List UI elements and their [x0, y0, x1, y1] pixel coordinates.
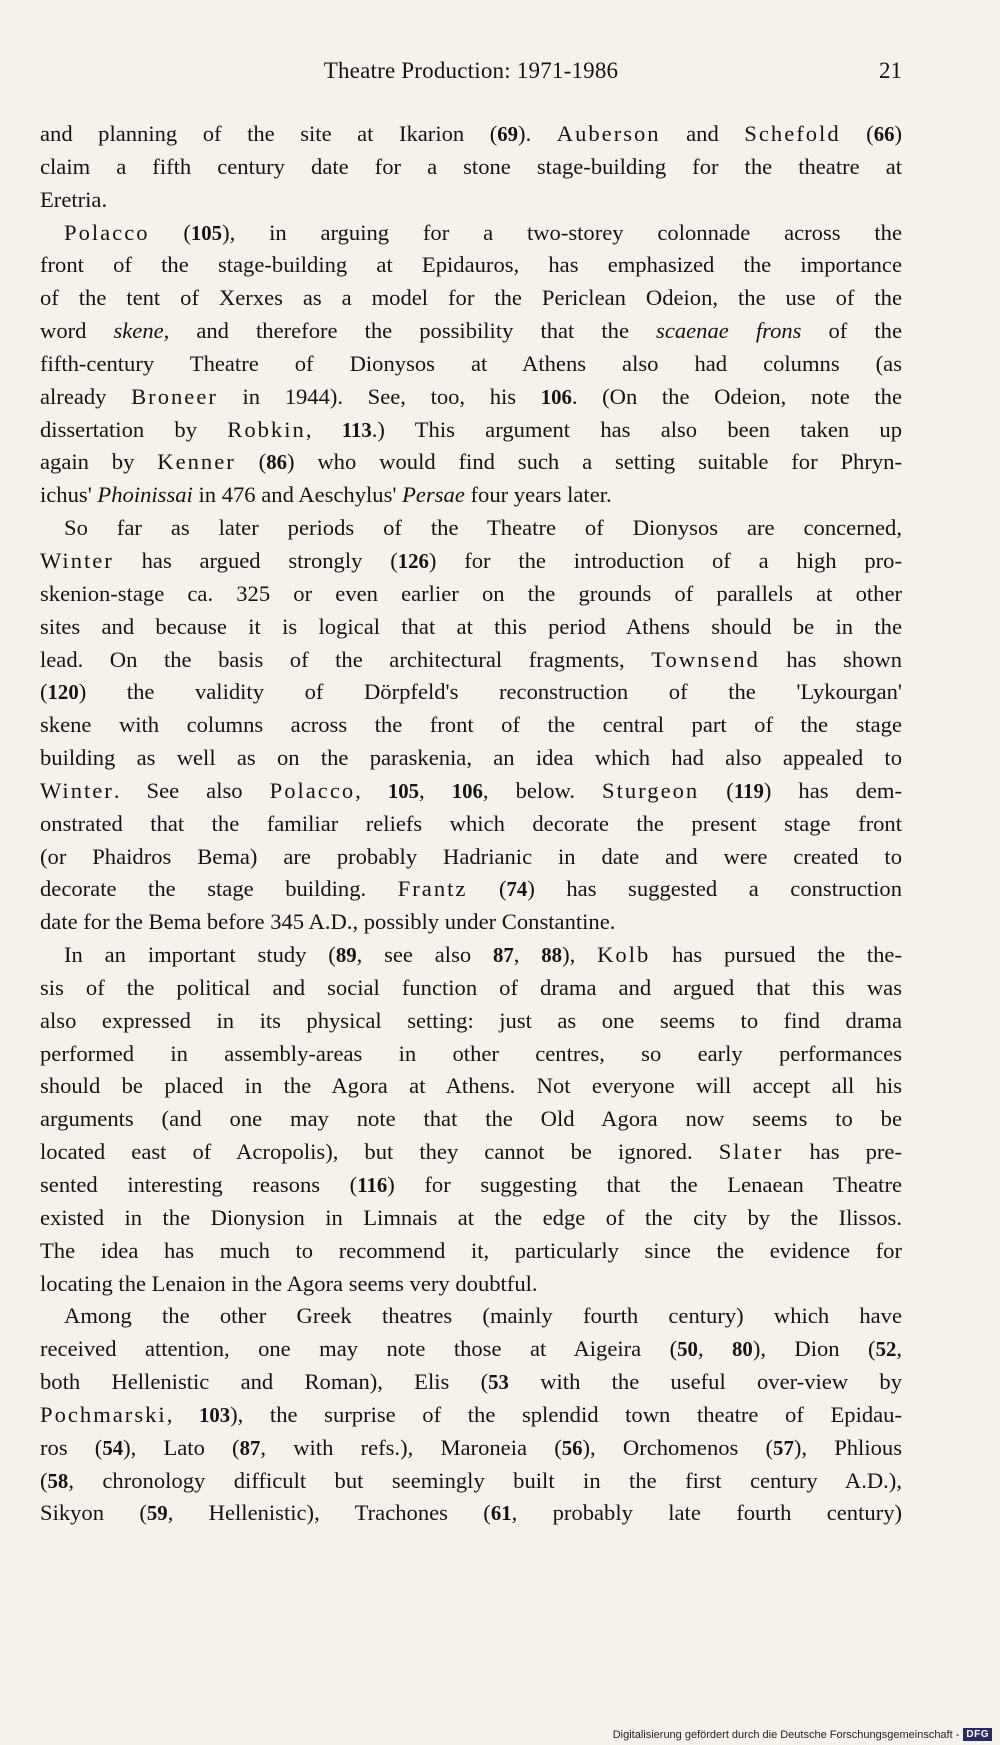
- text-run: ), Phlious: [793, 1434, 902, 1460]
- reference-number: 52: [875, 1338, 897, 1362]
- reference-number: 88: [541, 944, 563, 968]
- text-line: [40, 414, 902, 447]
- reference-number: 86: [266, 451, 287, 475]
- text-run: ), Lato (: [123, 1434, 240, 1460]
- text-run: Eretria.: [40, 186, 108, 212]
- text-run: word: [40, 318, 114, 344]
- reference-number: 116: [357, 1174, 388, 1197]
- text-run: In an important study (: [64, 942, 336, 968]
- text-run: ): [894, 121, 902, 146]
- text-run: . (On the Odeion, note the: [571, 383, 902, 409]
- text-run: sis of the political and social function of drama and argued that this was: [40, 974, 902, 1000]
- text-run: performed in assembly-areas in other centres, so early performances: [40, 1040, 902, 1066]
- text-run: .) This argument has also been taken up: [371, 416, 903, 442]
- text-run: sites and because it is logical that at this period Athens should be in the: [40, 613, 902, 639]
- text-run: (: [149, 219, 191, 245]
- author-name: Sturgeon: [602, 777, 700, 803]
- text-line: [40, 644, 902, 677]
- text-line: [40, 348, 902, 381]
- text-run: ichus': [40, 482, 98, 508]
- text-run: date for the Bema before 345 A.D., possibly under Constantine.: [40, 909, 616, 935]
- text-run: locating the Lenaion in the Agora seems very doubtful.: [40, 1270, 538, 1296]
- text-line: [40, 841, 902, 874]
- reference-number: 105: [387, 779, 420, 803]
- text-run: of the tent of Xerxes as a model for the Periclean Odeion, the use of the: [40, 285, 902, 311]
- text-run: Among the other Greek theatres (mainly fourth century) which have: [64, 1303, 902, 1329]
- text-line: [40, 808, 902, 841]
- text-line: [40, 1399, 902, 1432]
- author-name: Robkin: [227, 416, 306, 442]
- text-run: existed in the Dionysion in Limnais at the edge of the city by the Ilissos.: [40, 1204, 902, 1230]
- text-line: [40, 939, 902, 972]
- text-run: (: [235, 449, 267, 475]
- reference-number: 50: [677, 1338, 698, 1362]
- text-line: [40, 775, 902, 808]
- text-run: arguments (and one may note that the Old Agora now seems to be: [40, 1106, 902, 1132]
- author-name: Auberson: [556, 121, 661, 146]
- reference-number: 80: [732, 1338, 753, 1362]
- text-run: ,: [896, 1336, 903, 1362]
- text-run: front of the stage-building at Epidauros, has emphasized the importance: [40, 252, 902, 278]
- reference-number: 120: [47, 681, 79, 705]
- text-run: sented interesting reasons (: [40, 1172, 358, 1197]
- text-line: [40, 315, 902, 348]
- text-run: with the useful over-view by: [508, 1369, 902, 1395]
- text-run: ) for suggesting that the Lenaean Theatre: [387, 1172, 902, 1197]
- text-run: has shown: [759, 646, 902, 672]
- reference-number: 54: [102, 1436, 124, 1460]
- author-name: Slater: [718, 1139, 784, 1165]
- author-name: Schefold: [744, 121, 841, 146]
- text-run: (: [467, 876, 507, 902]
- text-run: ) for the introduction of a high pro-: [428, 547, 902, 573]
- text-run: The idea has much to recommend it, particularly since the evidence for: [40, 1237, 902, 1263]
- text-line: [40, 217, 902, 250]
- text-run: already: [40, 383, 132, 409]
- dfg-logo: DFG: [963, 1728, 992, 1741]
- body-text: [40, 118, 902, 1530]
- reference-number: 58: [47, 1469, 69, 1493]
- text-line: [40, 1268, 902, 1301]
- text-run: , with refs.), Maroneia (: [260, 1434, 562, 1460]
- text-run: skene with columns across the front of the central part of the stage: [40, 712, 902, 738]
- author-name: Pochmarski: [40, 1401, 167, 1427]
- text-line: [40, 1038, 902, 1071]
- text-run: decorate the stage building.: [40, 876, 398, 902]
- text-run: should be placed in the Agora at Athens. Not everyone will accept all his: [40, 1073, 902, 1099]
- italic-text: Phoinissai: [97, 482, 193, 508]
- italic-text: Persae: [402, 482, 465, 508]
- text-run: onstrated that the familiar reliefs which decorate the present stage front: [40, 810, 902, 836]
- text-line: [40, 1497, 902, 1530]
- text-run: located east of Acropolis), but they cannot be ignored.: [40, 1139, 719, 1165]
- text-line: [40, 446, 902, 479]
- reference-number: 106: [451, 779, 483, 803]
- reference-number: 53: [488, 1371, 509, 1395]
- text-run: So far as later periods of the Theatre of Dionysos are concerned,: [64, 515, 902, 541]
- text-line: [40, 282, 902, 315]
- text-run: claim a fifth century date for a stone stage-building for the theatre at: [40, 153, 902, 179]
- text-run: ), Dion (: [752, 1336, 876, 1362]
- reference-number: 103: [198, 1403, 231, 1427]
- text-line: [40, 742, 902, 775]
- text-run: , Hellenistic), Trachones (: [167, 1500, 491, 1526]
- running-title: Theatre Production: 1971-1986: [323, 58, 619, 83]
- text-run: received attention, one may note those at Aigeira (: [40, 1336, 678, 1362]
- reference-number: 87: [493, 944, 514, 968]
- page-number: 21: [879, 58, 902, 83]
- text-line: [40, 151, 902, 184]
- text-line: [40, 1333, 902, 1366]
- text-run: ,: [513, 942, 542, 968]
- reference-number: 119: [733, 779, 764, 803]
- text-line: [40, 1070, 902, 1103]
- text-run: , see also: [356, 942, 494, 968]
- text-run: of the: [801, 318, 902, 344]
- text-line: [40, 1300, 902, 1333]
- text-run: skenion-stage ca. 325 or even earlier on the grounds of parallels at other: [40, 580, 902, 606]
- text-run: fifth-century Theatre of Dionysos at Athens also had columns (as: [40, 350, 902, 376]
- italic-text: skene,: [113, 318, 170, 344]
- text-line: [40, 1366, 902, 1399]
- text-run: and: [660, 121, 745, 146]
- text-line: [40, 873, 902, 906]
- author-name: Polacco: [269, 777, 356, 803]
- text-line: [40, 676, 902, 709]
- footer-text: Digitalisierung gefördert durch die Deutsche Forschungsgemeinschaft -: [612, 1728, 960, 1741]
- reference-number: 59: [146, 1502, 168, 1526]
- text-line: [40, 512, 902, 545]
- text-run: building as well as on the paraskenia, an idea which had also appealed to: [40, 745, 902, 771]
- text-run: ), the surprise of the splendid town theatre of Epidau-: [230, 1401, 903, 1427]
- italic-text: scaenae frons: [656, 318, 802, 344]
- text-run: ,: [697, 1336, 733, 1362]
- text-run: ),: [562, 942, 598, 968]
- reference-number: 89: [335, 944, 357, 968]
- author-name: Polacco: [64, 219, 150, 245]
- text-run: ,: [166, 1401, 199, 1427]
- text-run: Sikyon (: [40, 1500, 147, 1526]
- text-run: ,: [419, 777, 452, 803]
- running-header: [40, 58, 902, 94]
- text-run: both Hellenistic and Roman), Elis (: [40, 1369, 489, 1395]
- reference-number: 74: [506, 878, 528, 902]
- text-run: ) who would find such a setting suitable for Phryn-: [286, 449, 902, 475]
- text-run: (: [40, 679, 48, 705]
- reference-number: 56: [561, 1436, 583, 1460]
- text-line: [40, 1202, 902, 1235]
- reference-number: 87: [239, 1436, 261, 1460]
- text-run: ), in arguing for a two-storey colonnade across the: [222, 219, 902, 245]
- text-line: [40, 1103, 902, 1136]
- text-line: [40, 1432, 902, 1465]
- text-run: ), Orchomenos (: [582, 1434, 774, 1460]
- text-line: [40, 381, 902, 414]
- text-run: ,: [305, 416, 342, 442]
- text-line: [40, 972, 902, 1005]
- reference-number: 126: [397, 549, 429, 573]
- reference-number: 66: [873, 123, 895, 146]
- text-run: (: [699, 777, 734, 803]
- text-line: [40, 611, 902, 644]
- text-run: (: [840, 121, 874, 146]
- reference-number: 61: [490, 1502, 512, 1526]
- author-name: Winter: [40, 777, 114, 803]
- text-run: has argued strongly (: [113, 547, 398, 573]
- text-line: [40, 118, 902, 151]
- text-run: ).: [518, 121, 557, 146]
- text-run: , probably late fourth century): [511, 1500, 903, 1526]
- text-line: [40, 1136, 902, 1169]
- text-line: [40, 1005, 902, 1038]
- text-run: has pre-: [783, 1139, 902, 1165]
- reference-number: 106: [540, 385, 572, 409]
- text-run: lead. On the basis of the architectural fragments,: [40, 646, 652, 672]
- text-run: ) has suggested a construction: [527, 876, 902, 902]
- author-name: Winter: [40, 547, 114, 573]
- text-run: has pursued the the-: [650, 942, 902, 968]
- reference-number: 69: [497, 123, 519, 146]
- text-line: [40, 249, 902, 282]
- text-run: ros (: [40, 1434, 103, 1460]
- author-name: Frantz: [397, 876, 468, 902]
- text-line: [40, 709, 902, 742]
- text-line: [40, 578, 902, 611]
- text-line: [40, 1169, 902, 1202]
- text-run: and planning of the site at Ikarion (: [40, 121, 498, 146]
- text-line: [40, 906, 902, 939]
- author-name: Broneer: [131, 383, 218, 409]
- text-run: ) the validity of Dörpfeld's reconstruction of the 'Lykourgan': [78, 679, 902, 705]
- text-run: (: [40, 1467, 48, 1493]
- text-run: (or Phaidros Bema) are probably Hadrianic in date and were created to: [40, 843, 902, 869]
- text-run: in 1944). See, too, his: [217, 383, 541, 409]
- text-run: again by: [40, 449, 158, 475]
- reference-number: 105: [190, 221, 223, 245]
- text-line: [40, 184, 902, 217]
- text-run: , below.: [482, 777, 603, 803]
- text-run: in 476 and Aeschylus': [192, 482, 403, 508]
- footer-credit: [613, 1728, 992, 1741]
- text-line: [40, 479, 902, 512]
- text-run: dissertation by: [40, 416, 228, 442]
- text-run: also expressed in its physical setting: just as one seems to find drama: [40, 1007, 902, 1033]
- text-run: ) has dem-: [763, 777, 902, 803]
- text-run: ,: [355, 777, 388, 803]
- text-run: . See also: [113, 777, 270, 803]
- text-line: [40, 545, 902, 578]
- text-line: [40, 1235, 902, 1268]
- text-run: four years later.: [464, 482, 612, 508]
- author-name: Kolb: [597, 942, 651, 968]
- text-line: [40, 1465, 902, 1498]
- text-run: and therefore the possibility that the: [169, 318, 657, 344]
- reference-number: 113: [341, 418, 372, 442]
- author-name: Kenner: [157, 449, 236, 475]
- author-name: Townsend: [651, 646, 760, 672]
- text-run: , chronology difficult but seemingly built in the first century A.D.),: [68, 1467, 902, 1493]
- reference-number: 57: [773, 1436, 794, 1460]
